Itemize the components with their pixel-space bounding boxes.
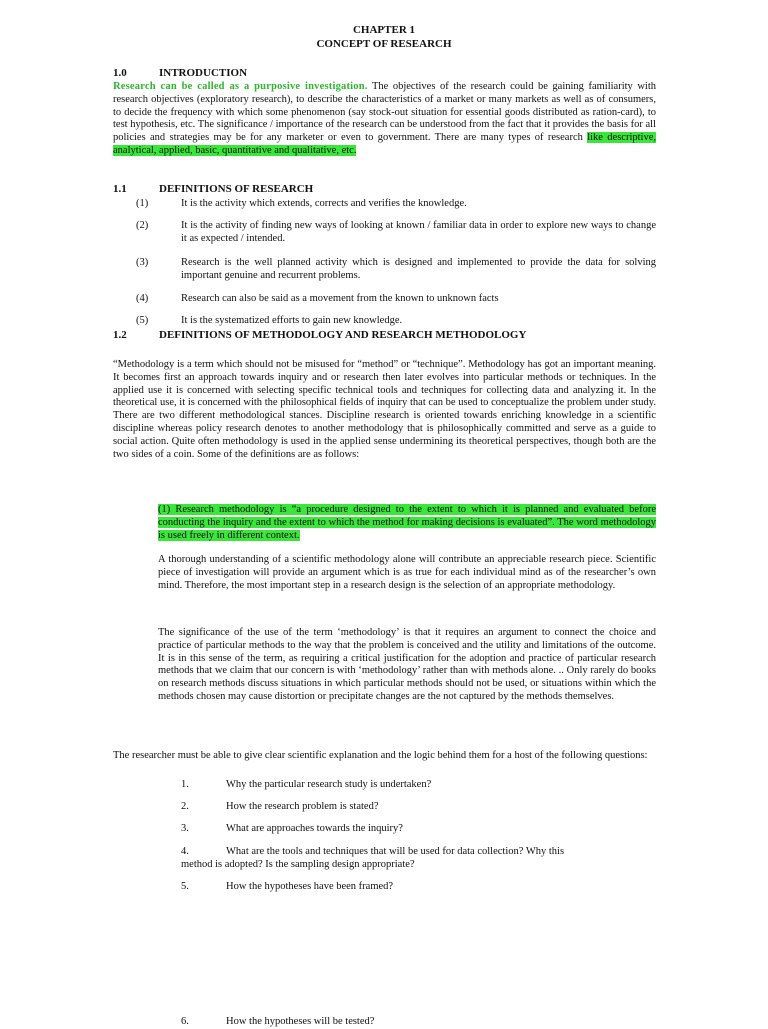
list-item-number: (5)	[136, 315, 149, 326]
list-item-number: (3)	[136, 257, 149, 268]
question-text: How the hypotheses have been framed?	[226, 881, 394, 892]
list-item-number: (1)	[136, 198, 149, 209]
list-item-text: It is the systematized efforts to gain new knowledge.	[181, 315, 403, 326]
section-number-intro: 1.0	[113, 67, 127, 79]
question-text: What are the tools and techniques that will be used for data collection? Why this	[226, 846, 565, 857]
question-number: 4.	[181, 846, 189, 857]
section-heading-definitions: DEFINITIONS OF RESEARCH	[159, 183, 314, 195]
list-item-number: (2)	[136, 220, 149, 231]
list-item-text: It is the activity which extends, corrects and verifies the knowledge.	[181, 198, 467, 209]
question-text: What are approaches towards the inquiry?	[226, 823, 403, 834]
question-text-continuation: method is adopted? Is the sampling design appropriate?	[181, 859, 415, 870]
indented-paragraph: A thorough understanding of a scientific methodology alone will contribute an appreciable research piece. Scientific piece of investigation will provide an argument which is as true for each individual mind as of the researcher’s own mind. Therefore, the most important step in a research design is the selection of an appropriate methodology.	[158, 554, 656, 591]
chapter-number: CHAPTER 1	[352, 24, 416, 36]
indented-paragraph: The significance of the use of the term ‘methodology’ is that it requires an argument to connect the choice and practice of particular methods to the way that the problem is conceived and the utility and limitations of the outcome. It is in this sense of the term, as requiring a critical justification for the adoption and practice of particular research methods that we claim that our concern is with ‘methodology’ rather than with methods alone. .. Only rarely do books on research methods discuss situations in which particular methods should not be used, or situations within which the methods chosen may cause distortion or precipitate changes are the not captured by the methods themselves.	[158, 627, 656, 702]
questions-intro: The researcher must be able to give clear scientific explanation and the logic behind them for a host of the following questions:	[113, 750, 648, 761]
list-item-text: It is the activity of finding new ways of looking at known / familiar data in order to explore new ways to change it as expected / intended.	[181, 220, 656, 244]
methodology-paragraph: “Methodology is a term which should not be misused for “method” or “technique”. Methodology has got an important meaning. It becomes first an approach towards inquiry and or research then later evolves into particular methods or techniques. In the applied use it is concerned with selecting specific technical tools and techniques for collecting data and analyzing it. In the theoretical use, it is concerned with the philosophical fields of inquiry that can be used to conceptualize the problem under study. There are two different methodological stances. Discipline research is oriented towards enriching knowledge in a scientific discipline whereas policy research denotes to another methodology that is philosophically committed and serve as a guide to social action. Quite often methodology is used in the applied sense undermining its theoretical perspectives, though both are the two sides of a coin. Some of the definitions are as follows:	[113, 359, 656, 460]
chapter-title: CONCEPT OF RESEARCH	[316, 38, 452, 50]
question-text: How the hypotheses will be tested?	[226, 1016, 375, 1027]
question-number: 6.	[181, 1016, 189, 1027]
section-heading-intro: INTRODUCTION	[159, 67, 248, 79]
highlighted-definition-text: (1) Research methodology is “a procedure designed to the extent to which it is planned and evaluated before conducting the inquiry and the extent to which the method for making decisions is evaluated”. The word methodology is used freely in different context.	[158, 504, 656, 541]
question-number: 5.	[181, 881, 189, 892]
intro-body-text: The objectives of the research could be gaining familiarity with research objectives (exploratory research), to describe the characteristics of a market or many markets as well as of consumers, to decide the frequency with which some phenomenon (say stock-out situation for essential goods distributed as ration-card), to test hypothesis, etc. The significance / importance of the research can be understood from the fact that it provides the basis for all policies and strategies may be for any marketer or even to government. There are many types of research	[113, 81, 656, 144]
list-item-text: Research can also be said as a movement from the known to unknown facts	[181, 293, 499, 304]
question-text: How the research problem is stated?	[226, 801, 379, 812]
section-number-definitions: 1.1	[113, 183, 127, 195]
highlighted-definition	[158, 504, 656, 542]
question-number: 1.	[181, 779, 189, 790]
intro-lead-sentence: Research can be called as a purposive investigation.	[113, 81, 368, 92]
question-number: 2.	[181, 801, 189, 812]
intro-paragraph	[113, 81, 656, 158]
section-heading-methodology: DEFINITIONS OF METHODOLOGY AND RESEARCH METHODOLOGY	[159, 329, 527, 341]
question-number: 3.	[181, 823, 189, 834]
list-item-number: (4)	[136, 293, 149, 304]
list-item-text: Research is the well planned activity which is designed and implemented to provide the data for solving important genuine and recurrent problems.	[181, 257, 656, 281]
intro-highlighted-text: like descriptive, analytical, applied, basic, quantitative and qualitative, etc.	[113, 132, 656, 156]
question-text: Why the particular research study is undertaken?	[226, 779, 432, 790]
section-number-methodology: 1.2	[113, 329, 127, 341]
